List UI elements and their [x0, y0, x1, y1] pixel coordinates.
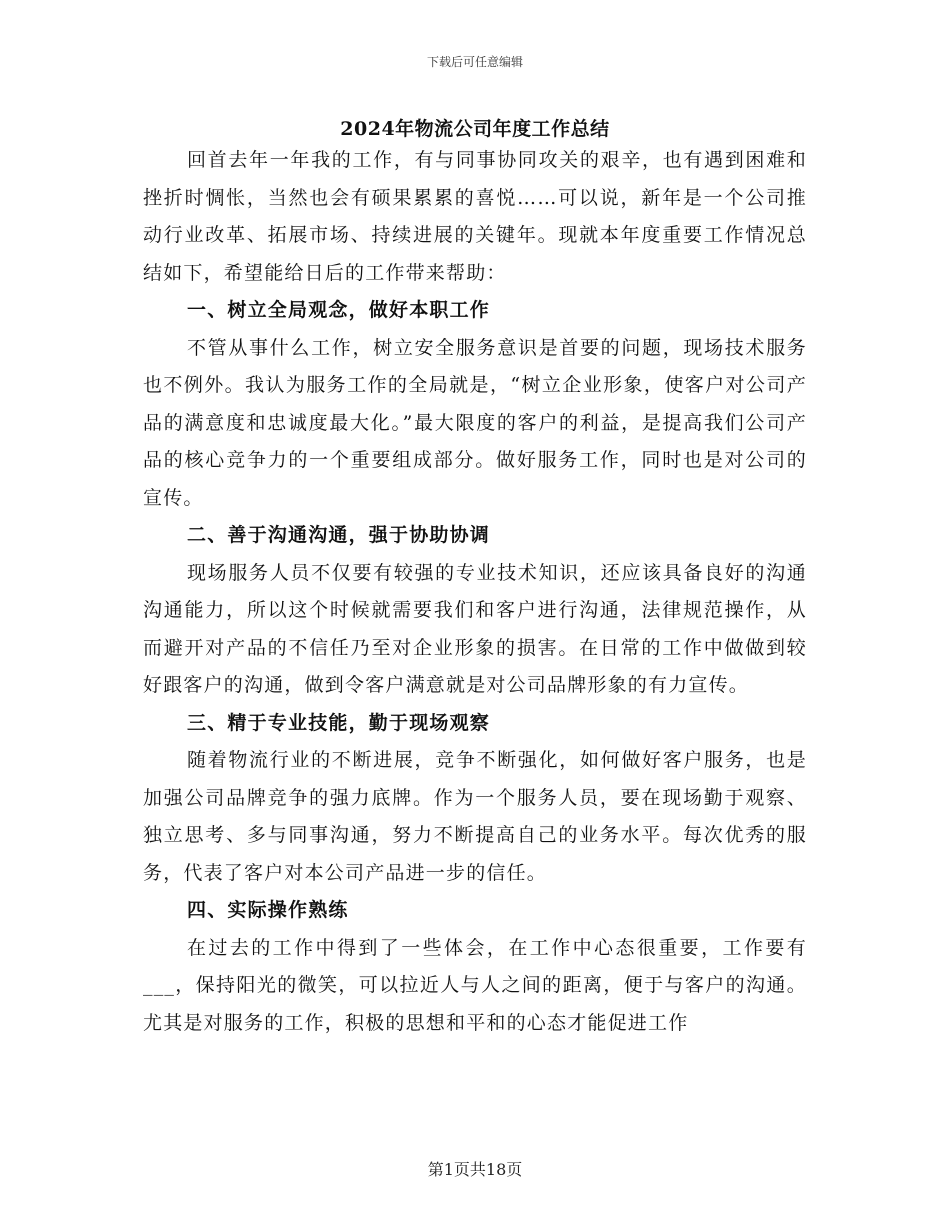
document-title: 2024年物流公司年度工作总结	[340, 118, 610, 140]
header-note: 下载后可任意编辑	[426, 55, 523, 69]
section-1-body: 不管从事什么工作，树立安全服务意识是首要的问题，现场技术服务也不例外。我认为服务工作的全局就是，“树立企业形象，使客户对公司产品的满意度和忠诚度最大化。”最大限度的客户的利益，是提高我们公司产品的核心竞争力的一个重要组成部分。做好服务工作，同时也是对公司的宣传。	[143, 336, 807, 509]
section-3-body: 随着物流行业的不断进展，竞争不断强化，如何做好客户服务，也是加强公司品牌竞争的强力底牌。作为一个服务人员，要在现场勤于观察、独立思考、多与同事沟通，努力不断提高自己的业务水平。每次优秀的服务，代表了客户对本公司产品进一步的信任。	[143, 749, 807, 884]
section-1-heading: 一、树立全局观念，做好本职工作	[187, 299, 491, 321]
section-4-body: 在过去的工作中得到了一些体会，在工作中心态很重要，工作要有___，保持阳光的微笑，可以拉近人与人之间的距离，便于与客户的沟通。尤其是对服务的工作，积极的思想和平和的心态才能促进工作	[143, 936, 807, 1034]
document-body	[143, 142, 807, 1042]
page-number-footer: 第1页共18页	[427, 1160, 523, 1179]
section-3-heading: 三、精于专业技能，勤于现场观察	[187, 711, 491, 734]
section-2-body: 现场服务人员不仅要有较强的专业技术知识，还应该具备良好的沟通沟通能力，所以这个时候就需要我们和客户进行沟通，法律规范操作，从而避开对产品的不信任乃至对企业形象的损害。在日常的工作中做做到较好跟客户的沟通，做到令客户满意就是对公司品牌形象的有力宣传。	[143, 561, 807, 696]
intro-paragraph: 回首去年一年我的工作，有与同事协同攻关的艰辛，也有遇到困难和挫折时惆怅，当然也会有硕果累累的喜悦……可以说，新年是一个公司推动行业改革、拓展市场、持续进展的关键年。现就本年度重要工作情况总结如下，希望能给日后的工作带来帮助：	[143, 149, 807, 284]
section-4-heading: 四、实际操作熟练	[187, 899, 349, 921]
section-2-heading: 二、善于沟通沟通，强于协助协调	[187, 524, 491, 546]
